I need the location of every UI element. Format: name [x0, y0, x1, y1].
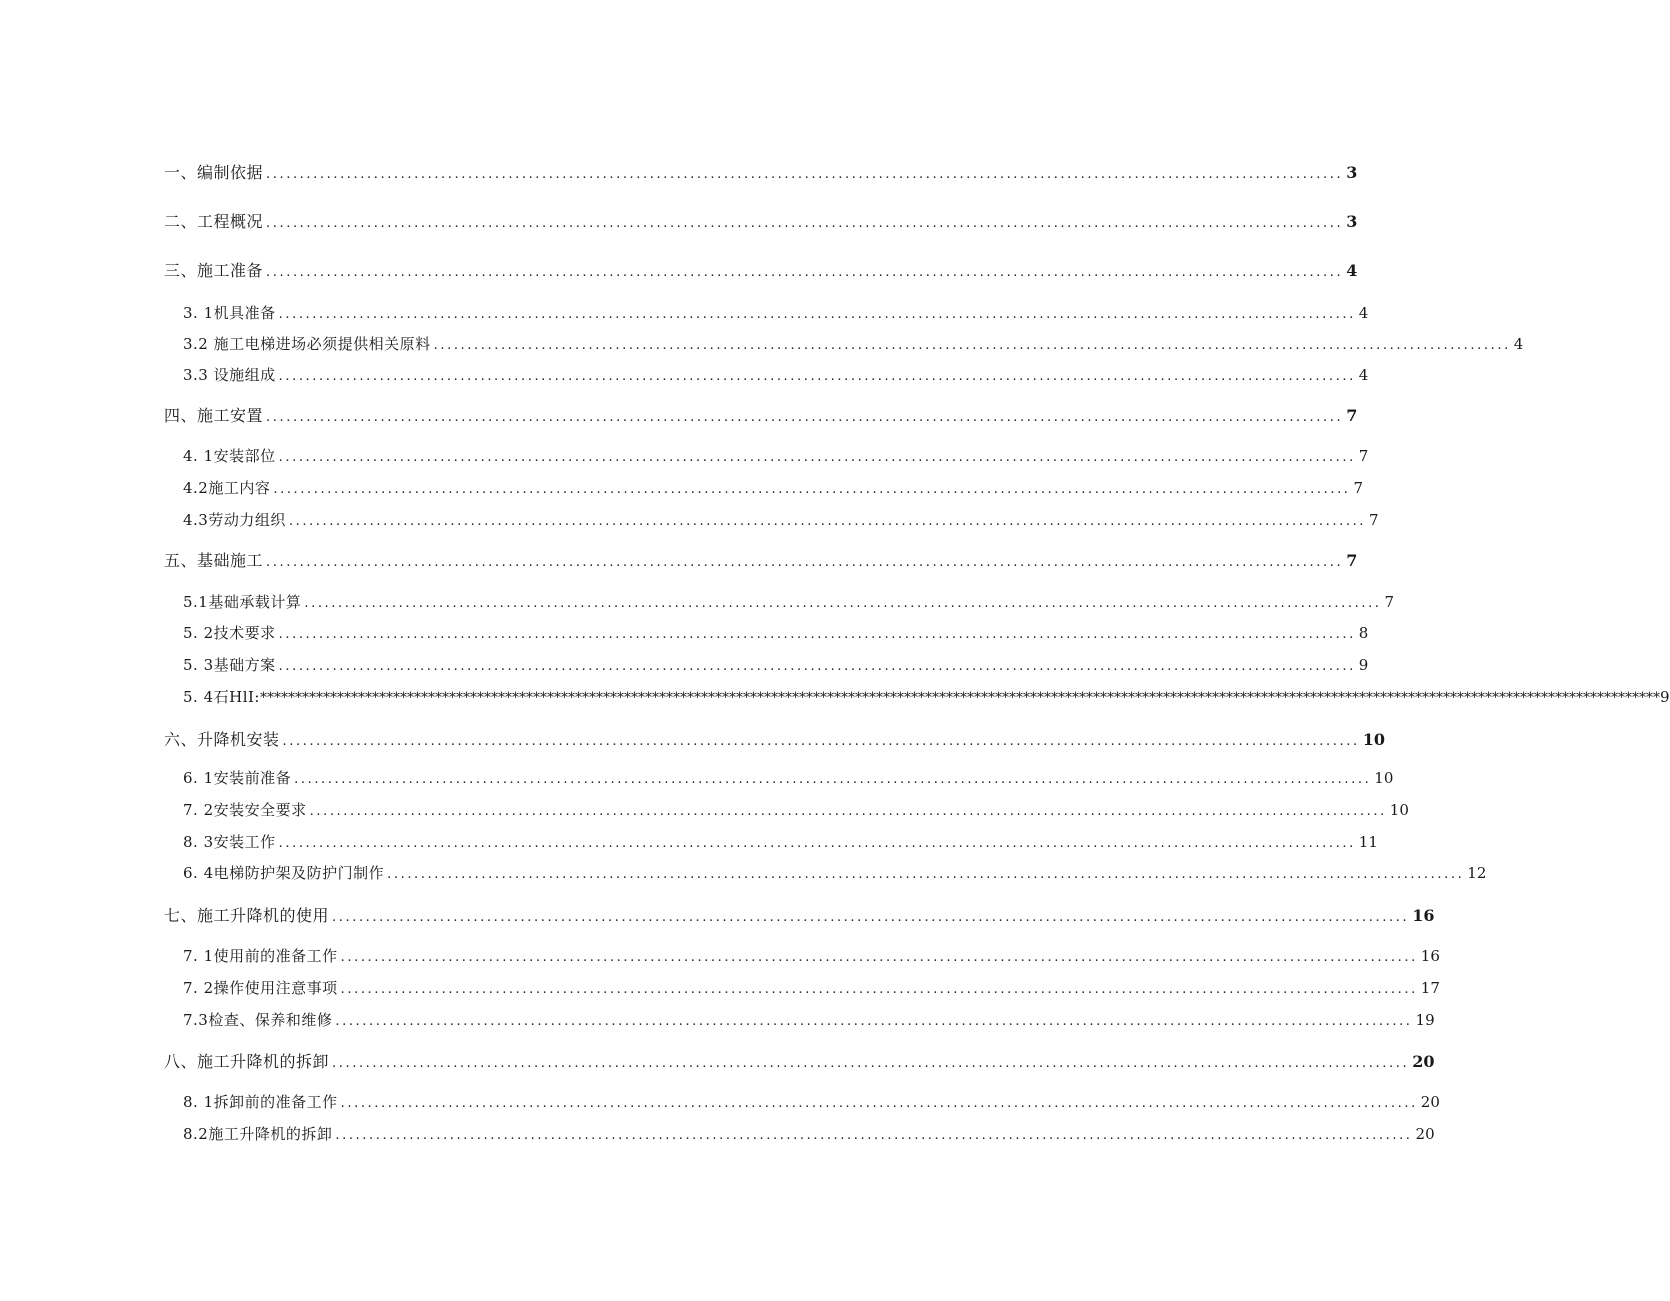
toc-page-number: 7 [1369, 511, 1379, 529]
toc-dot-leader: ................................................................................................................................................................ [433, 338, 1511, 353]
toc-entry-label: 7. 1使用前的准备工作 [183, 947, 338, 965]
toc-page-number: 3 [1346, 212, 1358, 231]
toc-section-entry[interactable] [164, 403, 1358, 426]
toc-page-number: 16 [1420, 947, 1440, 965]
toc-subsection-entry[interactable] [183, 591, 1395, 612]
toc-dot-leader: ................................................................................................................................................................ [340, 950, 1418, 965]
toc-subsection-entry[interactable] [183, 862, 1487, 883]
toc-subsection-entry[interactable] [183, 477, 1364, 498]
toc-dot-leader: ................................................................................................................................................................ [288, 514, 1367, 529]
toc-dot-leader: ................................................................................................................................................................ [278, 659, 1356, 674]
toc-dot-leader: ................................................................................................................................................................ [340, 1096, 1418, 1111]
toc-dot-leader: ................................................................................................................................................................ [309, 804, 1387, 819]
toc-dot-leader: ******************************************************************************************************************************************************************************************************** [259, 690, 1660, 706]
toc-subsection-entry[interactable] [183, 333, 1524, 354]
toc-section-entry[interactable] [164, 548, 1358, 571]
toc-dot-leader: ................................................................................................................................................................ [335, 1128, 1413, 1143]
toc-subsection-entry[interactable] [183, 1123, 1435, 1144]
toc-section-entry[interactable] [164, 903, 1435, 926]
toc-dot-leader: ................................................................................................................................................................ [332, 1056, 1410, 1071]
toc-subsection-entry[interactable] [183, 1091, 1440, 1112]
toc-page-number: 9 [1659, 688, 1670, 706]
toc-entry-label: 5.1基础承载计算 [183, 593, 302, 611]
toc-dot-leader: ................................................................................................................................................................ [294, 772, 1372, 787]
toc-dot-leader: ................................................................................................................................................................ [282, 734, 1360, 749]
toc-subsection-entry[interactable] [183, 831, 1378, 852]
toc-dot-leader: ................................................................................................................................................................ [304, 596, 1382, 611]
toc-dot-leader: ................................................................................................................................................................ [278, 369, 1356, 384]
toc-entry-label: 4.2施工内容 [183, 479, 271, 497]
toc-page-number: 7 [1353, 479, 1364, 497]
toc-page-number: 17 [1420, 979, 1440, 997]
toc-page-number: 8 [1358, 624, 1369, 642]
toc-entry-label: 6. 4电梯防护架及防护门制作 [183, 864, 385, 882]
toc-page-number: 20 [1420, 1093, 1440, 1111]
toc-entry-label: 3.3 设施组成 [183, 366, 276, 384]
toc-entry-label: 6. 1安装前准备 [183, 769, 292, 787]
toc-dot-leader: ................................................................................................................................................................ [278, 627, 1356, 642]
toc-page-number: 7 [1384, 593, 1395, 611]
toc-page-number: 10 [1389, 801, 1409, 819]
toc-page-number: 7 [1346, 406, 1358, 425]
toc-page-number: 20 [1412, 1052, 1435, 1071]
toc-page-number: 19 [1415, 1011, 1435, 1029]
toc-dot-leader: ................................................................................................................................................................ [273, 482, 1351, 497]
toc-entry-label: 4. 1安装部位 [183, 447, 276, 465]
toc-subsection-entry[interactable] [183, 654, 1369, 675]
toc-entry-label: 四、施工安置 [164, 406, 264, 425]
toc-page-number: 4 [1513, 335, 1524, 353]
toc-dot-leader: ................................................................................................................................................................ [387, 867, 1465, 882]
toc-dot-leader: ................................................................................................................................................................ [266, 555, 1344, 570]
toc-dot-leader: ................................................................................................................................................................ [335, 1014, 1413, 1029]
toc-page-number: 12 [1467, 864, 1487, 882]
toc-page-number: 10 [1362, 730, 1385, 749]
toc-subsection-entry[interactable] [183, 302, 1369, 323]
toc-entry-label: 3.2 施工电梯进场必须提供相关原料 [183, 335, 431, 353]
toc-dot-leader: ................................................................................................................................................................ [266, 410, 1344, 425]
toc-page-number: 11 [1358, 833, 1378, 851]
toc-entry-label: 六、升降机安装 [164, 730, 280, 749]
toc-entry-label: 8.2施工升降机的拆卸 [183, 1125, 333, 1143]
toc-dot-leader: ................................................................................................................................................................ [340, 982, 1418, 997]
toc-dot-leader: ................................................................................................................................................................ [266, 167, 1344, 182]
toc-page-number: 7 [1346, 551, 1358, 570]
toc-entry-label: 7. 2操作使用注意事项 [183, 979, 338, 997]
toc-entry-label: 7.3检查、保养和维修 [183, 1011, 333, 1029]
toc-page-number: 4 [1358, 366, 1369, 384]
toc-page-number: 9 [1358, 656, 1369, 674]
toc-section-entry[interactable] [164, 727, 1385, 750]
toc-page-number: 10 [1374, 769, 1394, 787]
toc-subsection-entry[interactable] [183, 1009, 1435, 1030]
toc-entry-label: 8. 1拆卸前的准备工作 [183, 1093, 338, 1111]
toc-page-number: 3 [1346, 163, 1358, 182]
toc-subsection-entry[interactable] [183, 509, 1379, 530]
toc-section-entry[interactable] [164, 258, 1358, 281]
toc-subsection-entry[interactable] [183, 445, 1369, 466]
toc-entry-label: 8. 3安装工作 [183, 833, 276, 851]
toc-page-number: 4 [1346, 261, 1358, 280]
toc-subsection-entry[interactable] [183, 977, 1440, 998]
toc-entry-label: 5. 2技术要求 [183, 624, 276, 642]
toc-section-entry[interactable] [164, 160, 1358, 183]
toc-section-entry[interactable] [164, 209, 1358, 232]
toc-entry-label: 5. 4石HlI: [183, 688, 260, 706]
toc-entry-label: 五、基础施工 [164, 551, 264, 570]
toc-subsection-entry[interactable] [183, 945, 1440, 966]
toc-entry-label: 4.3劳动力组织 [183, 511, 286, 529]
toc-entry-label: 三、施工准备 [164, 261, 264, 280]
toc-page-number: 4 [1358, 304, 1369, 322]
toc-dot-leader: ................................................................................................................................................................ [278, 450, 1356, 465]
toc-dot-leader: ................................................................................................................................................................ [266, 265, 1344, 280]
toc-page-number: 7 [1358, 447, 1369, 465]
toc-entry-label: 5. 3基础方案 [183, 656, 276, 674]
toc-dot-leader: ................................................................................................................................................................ [266, 216, 1344, 231]
toc-entry-label: 七、施工升降机的使用 [164, 906, 330, 925]
toc-dot-leader: ................................................................................................................................................................ [332, 910, 1410, 925]
toc-entry-label: 一、编制依据 [164, 163, 264, 182]
toc-subsection-entry[interactable] [183, 622, 1369, 643]
toc-subsection-entry[interactable] [183, 799, 1409, 820]
toc-page-number: 16 [1412, 906, 1435, 925]
toc-entry-label: 八、施工升降机的拆卸 [164, 1052, 330, 1071]
toc-subsection-entry[interactable] [183, 767, 1394, 788]
toc-dot-leader: ................................................................................................................................................................ [278, 836, 1356, 851]
toc-entry-label: 7. 2安装安全要求 [183, 801, 307, 819]
toc-entry-label: 3. 1机具准备 [183, 304, 276, 322]
toc-entry-label: 二、工程概况 [164, 212, 264, 231]
toc-subsection-entry[interactable] [183, 686, 1670, 707]
toc-section-entry[interactable] [164, 1049, 1435, 1072]
toc-dot-leader: ................................................................................................................................................................ [278, 307, 1356, 322]
toc-page-number: 20 [1415, 1125, 1435, 1143]
toc-subsection-entry[interactable] [183, 364, 1369, 385]
